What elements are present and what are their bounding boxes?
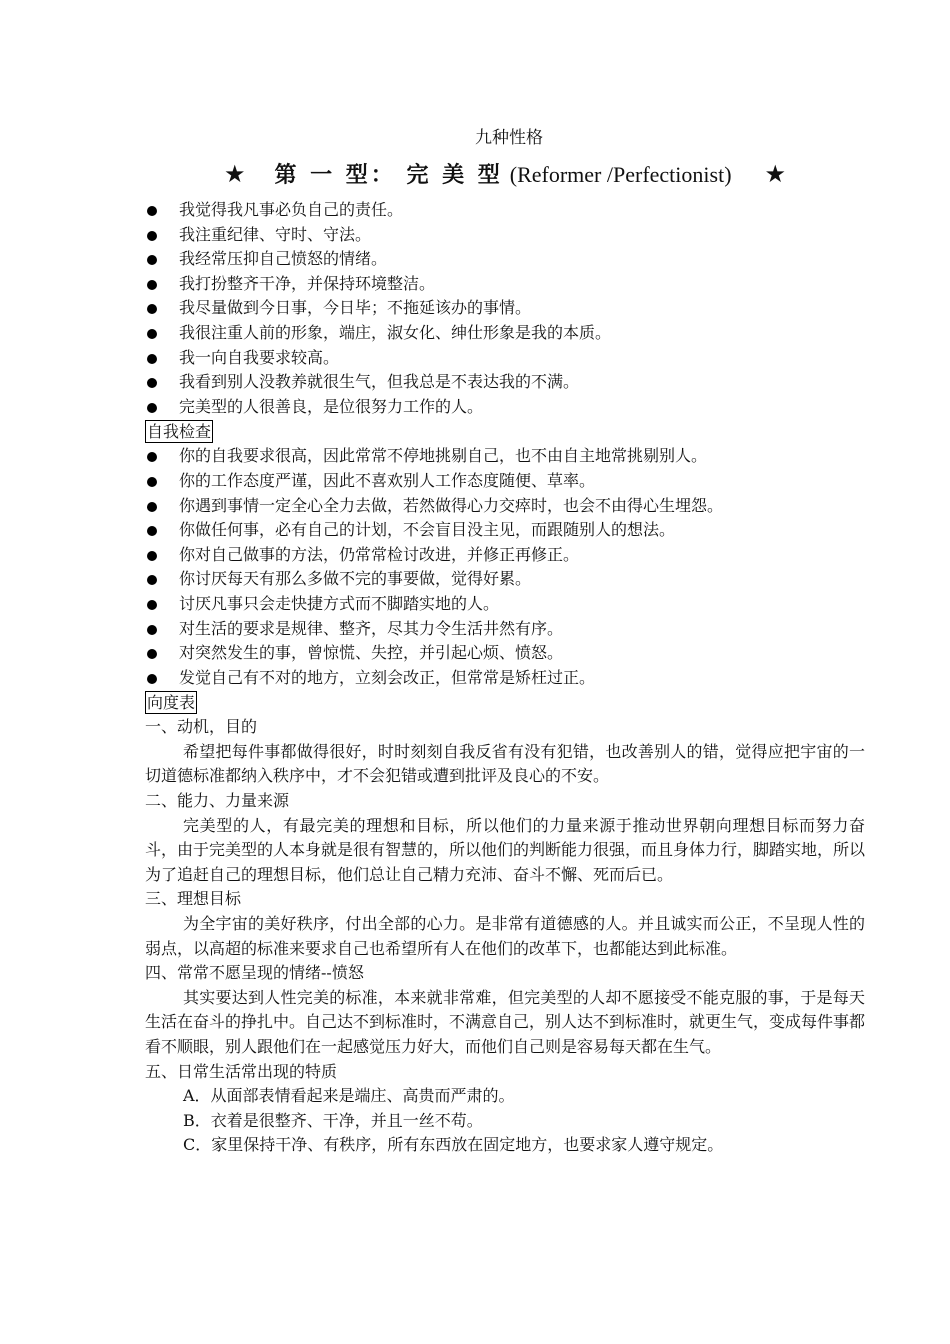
section-heading: 四、常常不愿呈现的情绪--愤怒: [145, 963, 364, 983]
bullet-icon: [147, 206, 157, 216]
star-icon: ★: [223, 160, 246, 188]
section-daily-traits: [145, 1060, 865, 1158]
list-item: 我很注重人前的形象，端庄，淑女化、绅仕形象是我的本质。: [145, 321, 865, 346]
list-item: 我经常压抑自己愤怒的情绪。: [145, 247, 865, 272]
list-item: 我打扮整齐干净，并保持环境整洁。: [145, 272, 865, 297]
bullet-icon: [147, 378, 157, 388]
section-heading: 一、动机，目的: [145, 717, 258, 737]
section-emotion: [145, 961, 865, 1059]
list-item: 完美型的人很善良，是位很努力工作的人。: [145, 395, 865, 420]
bullet-icon: [147, 329, 157, 339]
bullet-icon: [147, 526, 157, 536]
bullet-icon: [147, 280, 157, 290]
list-item: 你的工作态度严谨，因此不喜欢别人工作态度随便、草率。: [145, 469, 865, 494]
list-item: 我一向自我要求较高。: [145, 346, 865, 371]
list-item: 你对自己做事的方法，仍常常检讨改进，并修正再修正。: [145, 543, 865, 568]
bullet-icon: [147, 600, 157, 610]
bullet-icon: [147, 674, 157, 684]
list-item: C．家里保持干净、有秩序，所有东西放在固定地方，也要求家人遵守规定。: [183, 1135, 724, 1155]
section-paragraph: 完美型的人，有最完美的理想和目标，所以他们的力量来源于推动世界朝向理想目标而努力奋斗，由于完美型的人本身就是很有智慧的，所以他们的判断能力很强，而且身体力行，脚踏实地，所以为了追赶自己的理想目标，他们总让自己精力充沛、奋斗不懈、死而后已。: [145, 815, 866, 884]
list-item: 你做任何事，必有自己的计划，不会盲目没主见，而跟随别人的想法。: [145, 518, 865, 543]
list-item: 发觉自己有不对的地方，立刻会改正，但常常是矫枉过正。: [145, 666, 865, 691]
bullet-icon: [147, 304, 157, 314]
type-name-english: (Reformer /Perfectionist): [509, 162, 732, 187]
type-heading: [145, 156, 865, 194]
self-check-label: 自我检查: [147, 422, 212, 442]
list-item: 我尽量做到今日事，今日毕；不拖延该办的事情。: [145, 296, 865, 321]
list-item: 我注重纪律、守时、守法。: [145, 223, 865, 248]
bullet-icon: [147, 477, 157, 487]
bullet-icon: [147, 403, 157, 413]
bullet-icon: [147, 575, 157, 585]
bullet-icon: [147, 231, 157, 241]
section-ability: [145, 789, 865, 887]
bullet-icon: [147, 551, 157, 561]
bullet-icon: [147, 452, 157, 462]
bullet-icon: [147, 625, 157, 635]
list-item: 你的自我要求很高，因此常常不停地挑剔自己，也不由自主地常挑剔别人。: [145, 444, 865, 469]
list-item: A．从面部表情看起来是端庄、高贵而严肃的。: [183, 1086, 515, 1106]
section-paragraph: 希望把每件事都做得很好，时时刻刻自我反省有没有犯错，也改善别人的错，觉得应把宇宙的一切道德标准都纳入秩序中，才不会犯错或遭到批评及良心的不安。: [145, 741, 865, 786]
self-check-label-row: [145, 419, 865, 444]
traits-list: [145, 198, 865, 419]
section-heading: 五、日常生活常出现的特质: [145, 1061, 338, 1081]
section-heading: 二、能力、力量来源: [145, 791, 290, 811]
self-check-list: [145, 444, 865, 690]
list-item: 我看到别人没教养就很生气，但我总是不表达我的不满。: [145, 370, 865, 395]
list-item: B．衣着是很整齐、干净，并且一丝不苟。: [183, 1110, 483, 1130]
list-item: 讨厌凡事只会走快捷方式而不脚踏实地的人。: [145, 592, 865, 617]
star-icon: ★: [764, 160, 787, 188]
list-item: 我觉得我凡事必负自己的责任。: [145, 198, 865, 223]
dimension-label-row: [145, 690, 865, 715]
section-paragraph: 为全宇宙的美好秩序，付出全部的心力。是非常有道德感的人。并且诚实而公正，不呈现人性的弱点，以高超的标准来要求自己也希望所有人在他们的改革下，也都能达到此标准。: [145, 914, 865, 958]
section-ideal-goal: [145, 887, 865, 961]
bullet-icon: [147, 502, 157, 512]
list-item: 对生活的要求是规律、整齐，尽其力令生活井然有序。: [145, 617, 865, 642]
list-item: 对突然发生的事，曾惊慌、失控，并引起心烦、愤怒。: [145, 641, 865, 666]
bullet-icon: [147, 649, 157, 659]
list-item: 你遇到事情一定全心全力去做，若然做得心力交瘁时，也会不由得心生埋怨。: [145, 494, 865, 519]
section-motivation: [145, 715, 865, 789]
bullet-icon: [147, 255, 157, 265]
section-heading: 三、理想目标: [145, 889, 242, 909]
type-name-chinese: 第 一 型： 完 美 型: [274, 162, 503, 188]
document-title: 九种性格: [475, 128, 543, 148]
dimension-label: 向度表: [147, 693, 196, 713]
section-paragraph: 其实要达到人性完美的标准，本来就非常难，但完美型的人却不愿接受不能克服的事，于是每天生活在奋斗的挣扎中。自己达不到标准时，不满意自己，别人达不到标准时，就更生气，变成每件事都看不顺眼，别人跟他们在一起感觉压力好大，而他们自己则是容易每天都在生气。: [145, 987, 866, 1056]
list-item: 你讨厌每天有那么多做不完的事要做，觉得好累。: [145, 567, 865, 592]
document-page: [145, 120, 865, 1158]
bullet-icon: [147, 354, 157, 364]
